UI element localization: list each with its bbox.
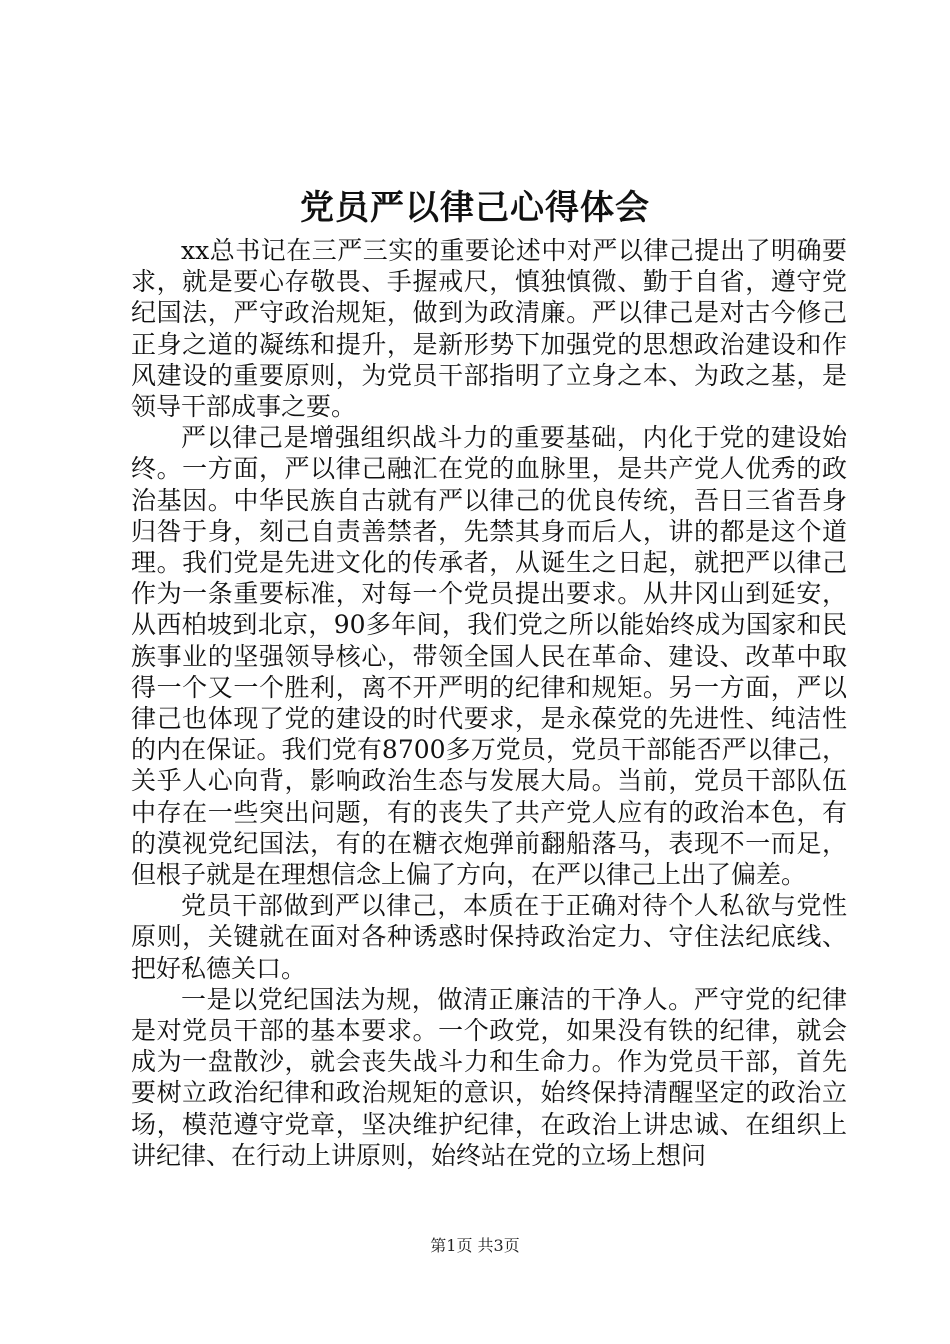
document-title: 党员严以律己心得体会 — [300, 188, 650, 228]
document-body — [131, 235, 847, 1171]
page-number-footer: 第1页 共3页 — [430, 1236, 520, 1255]
paragraph-3: 党员干部做到严以律己，本质在于正确对待个人私欲与党性原则，关键就在面对各种诱惑时保持政治定力、守住法纪底线、把好私德关口。 — [131, 891, 847, 983]
paragraph-1: xx总书记在三严三实的重要论述中对严以律己提出了明确要求，就是要心存敬畏、手握戒尺，慎独慎微、勤于自省，遵守党纪国法，严守政治规矩，做到为政清廉。严以律己是对古今修己正身之道的凝练和提升，是新形势下加强党的思想政治建设和作风建设的重要原则，为党员干部指明了立身之本、为政之基，是领导干部成事之要。 — [131, 236, 847, 422]
paragraph-4: 一是以党纪国法为规，做清正廉洁的干净人。严守党的纪律是对党员干部的基本要求。一个政党，如果没有铁的纪律，就会成为一盘散沙，就会丧失战斗力和生命力。作为党员干部，首先要树立政治纪律和政治规矩的意识，始终保持清醒坚定的政治立场，模范遵守党章，坚决维护纪律，在政治上讲忠诚、在组织上讲纪律、在行动上讲原则，始终站在党的立场上想问 — [131, 984, 847, 1170]
paragraph-2: 严以律己是增强组织战斗力的重要基础，内化于党的建设始终。一方面，严以律己融汇在党的血脉里，是共产党人优秀的政治基因。中华民族自古就有严以律己的优良传统，吾日三省吾身归咎于身，刻己自责善禁者，先禁其身而后人，讲的都是这个道理。我们党是先进文化的传承者，从诞生之日起，就把严以律己作为一条重要标准，对每一个党员提出要求。从井冈山到延安，从西柏坡到北京，90多年间，我们党之所以能始终成为国家和民族事业的坚强领导核心，带领全国人民在革命、建设、改革中取得一个又一个胜利，离不开严明的纪律和规矩。另一方面，严以律己也体现了党的建设的时代要求，是永葆党的先进性、纯洁性的内在保证。我们党有8700多万党员，党员干部能否严以律己，关乎人心向背，影响政治生态与发展大局。当前，党员干部队伍中存在一些突出问题，有的丧失了共产党人应有的政治本色，有的漠视党纪国法，有的在糖衣炮弹前翻船落马，表现不一而足，但根子就是在理想信念上偏了方向，在严以律己上出了偏差。 — [131, 423, 847, 890]
